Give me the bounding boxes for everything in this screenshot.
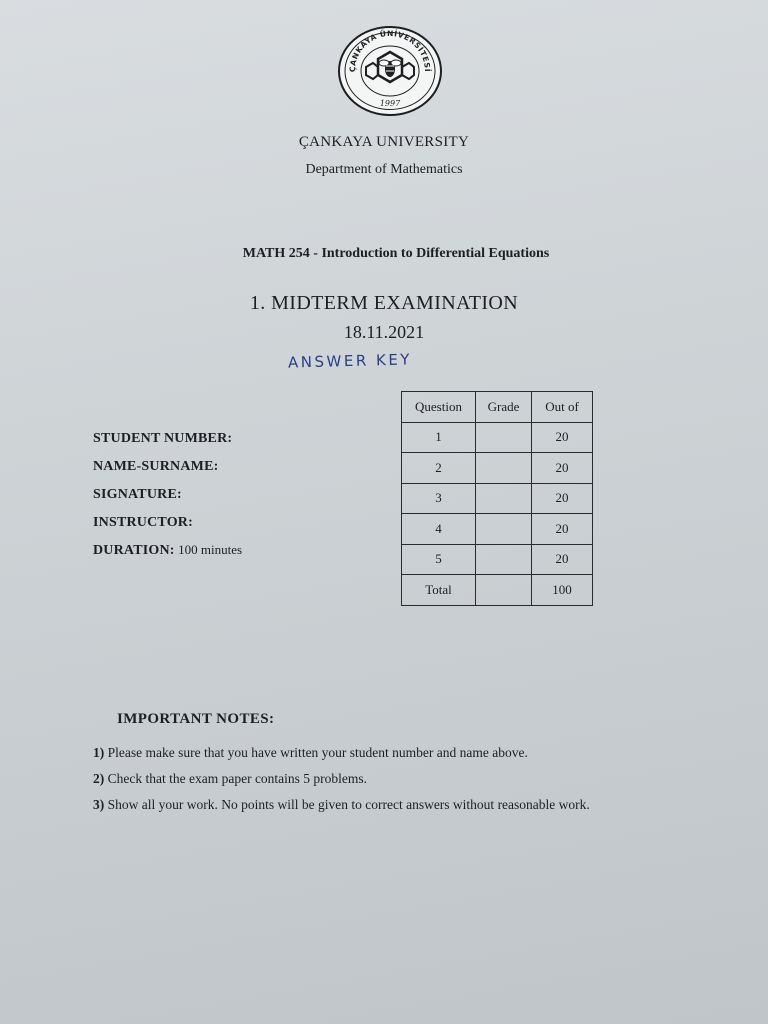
exam-title: 1. MIDTERM EXAMINATION [249,292,519,314]
field-label: DURATION: [93,543,175,558]
table-row [402,453,593,484]
note-number: 3) [93,797,105,812]
cell-out-of: 20 [532,422,593,453]
field-label: INSTRUCTOR: [93,515,193,530]
seal-year: 1997 [379,99,401,108]
table-total-row [402,575,593,606]
handwritten-answer-key: ANSWER KEY [287,350,413,372]
field-value: 100 minutes [178,542,243,557]
table-row [402,514,593,545]
cell-question: Total [402,575,476,606]
header-question: Question [402,392,476,423]
field-label: NAME-SURNAME: [93,459,219,474]
note-number: 2) [93,771,105,786]
department-name: Department of Mathematics [305,162,463,177]
field-label: SIGNATURE: [93,487,182,502]
note-number: 1) [93,745,105,760]
cell-question: 2 [402,453,476,484]
cell-grade [476,575,532,606]
university-name: ÇANKAYA UNIVERSITY [298,134,470,150]
notes-title: IMPORTANT NOTES: [117,711,275,727]
cell-grade [476,483,532,514]
cell-out-of: 100 [532,575,593,606]
cell-grade [476,422,532,453]
student-number-field [93,428,242,456]
cell-grade [476,544,532,575]
cell-question: 3 [402,483,476,514]
note-text: Check that the exam paper contains 5 problems. [107,771,368,786]
note-text: Please make sure that you have written your student number and name above. [107,745,528,760]
field-label: STUDENT NUMBER: [93,431,233,446]
note-text: Show all your work. No points will be given to correct answers without reasonable work. [107,797,590,812]
table-row [402,544,593,575]
seal-ring-text: ÇANKAYA ÜNİVERSİTESİ [347,28,433,73]
course-title: MATH 254 - Introduction to Differential Equations [242,246,550,261]
instructor-field [93,512,242,540]
duration-field [93,540,242,568]
cell-grade [476,514,532,545]
cell-question: 1 [402,422,476,453]
table-row [402,422,593,453]
grade-table [401,391,593,606]
grade-table-header-row [402,392,593,423]
university-seal-logo [338,26,442,116]
table-row [402,483,593,514]
important-notes-list [93,744,693,822]
cell-out-of: 20 [532,544,593,575]
cell-grade [476,453,532,484]
cell-out-of: 20 [532,453,593,484]
cell-question: 4 [402,514,476,545]
cell-out-of: 20 [532,483,593,514]
exam-date: 18.11.2021 [343,322,425,342]
name-surname-field [93,456,242,484]
student-info-fields [93,428,242,568]
header-out-of: Out of [532,392,593,423]
signature-field [93,484,242,512]
header-grade: Grade [476,392,532,423]
note-item [93,744,693,761]
note-item [93,770,693,787]
note-item [93,796,693,813]
cell-out-of: 20 [532,514,593,545]
cell-question: 5 [402,544,476,575]
